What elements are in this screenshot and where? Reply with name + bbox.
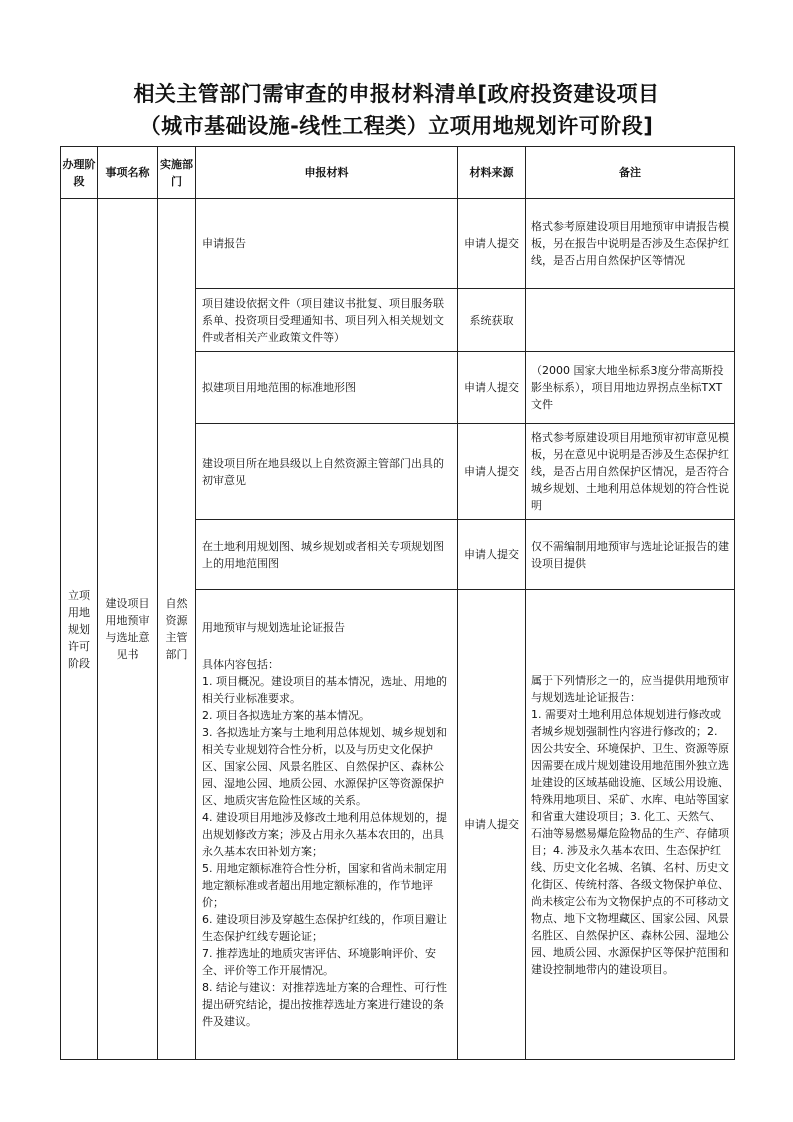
item-name-cell: 建设项目用地预审与选址意见书	[98, 199, 158, 1060]
source-cell: 申请人提交	[458, 424, 526, 520]
header-source: 材料来源	[458, 147, 526, 199]
source-cell: 申请人提交	[458, 590, 526, 1060]
document-title	[60, 78, 733, 142]
report-detail-item: 7. 推荐选址的地质灾害评估、环境影响评价、安全、评价等工作开展情况。	[202, 947, 436, 977]
remark-cases: 1. 需要对土地利用总体规划进行修改或者城乡规划强制性内容进行修改的；2. 因公共安全、环境保护、卫生、资源等原因需要在成片规划建设用地范围外独立选址建设的区域基础设施、区域公用设施、特殊用地项目、采矿、水库、电站等国家和省重大建设项目；3. 化工、天然气、石油等易燃易爆危险物品的生产、存储项目；4. 涉及永久基本农田、生态保护红线、历史文化名城、名镇、名村、历史文化街区、传统村落、各级文物保护单位、尚未核定公布为文物保护点的不可移动文物点、地下文物埋藏区、国家公园、风景名胜区、自然保护区、森林公园、湿地公园、地质公园、水源保护区等保护范围和建设控制地带内的建设项目。	[531, 707, 729, 976]
material-cell: 拟建项目用地范围的标准地形图	[196, 352, 458, 424]
report-detail-item: 2. 项目各拟选址方案的基本情况。	[202, 709, 370, 722]
report-detail-item: 6. 建设项目涉及穿越生态保护红线的，作项目避让生态保护红线专题论证；	[202, 913, 447, 943]
remark-cell: 格式参考原建设项目用地预审初审意见模板，另在意见中说明是否涉及生态保护红线，是否占用自然保护区情况，是否符合城乡规划、土地利用总体规划的符合性说明	[526, 424, 735, 520]
report-detail-item: 5. 用地定额标准符合性分析，国家和省尚未制定用地定额标准或者超出用地定额标准的，作节地评价；	[202, 862, 447, 909]
title-line-2: （城市基础设施-线性工程类）立项用地规划许可阶段]	[139, 114, 654, 138]
header-material: 申报材料	[196, 147, 458, 199]
source-cell: 申请人提交	[458, 520, 526, 590]
materials-table	[60, 146, 735, 1060]
material-cell: 在土地利用规划图、城乡规划或者相关专项规划图上的用地范围图	[196, 520, 458, 590]
material-cell: 申请报告	[196, 199, 458, 289]
report-remark-cell	[526, 590, 735, 1060]
report-detail-item: 3. 各拟选址方案与土地利用总体规划、城乡规划和相关专业规划符合性分析，以及与历史文化保护区、国家公园、风景名胜区、自然保护区、森林公园、湿地公园、地质公园、水源保护区等资源保护区、地质灾害危险性区域的关系。	[202, 726, 447, 807]
header-stage: 办理阶段	[61, 147, 98, 199]
table-row	[61, 199, 735, 289]
report-title: 用地预审与规划选址论证报告	[202, 621, 345, 634]
report-detail-item: 8. 结论与建议：对推荐选址方案的合理性、可行性提出研究结论，提出按推荐选址方案进行建设的条件及建议。	[202, 981, 447, 1028]
source-cell: 系统获取	[458, 289, 526, 352]
header-department: 实施部门	[158, 147, 196, 199]
source-cell: 申请人提交	[458, 199, 526, 289]
remark-cell: （2000 国家大地坐标系3度分带高斯投影坐标系），项目用地边界拐点坐标TXT文件	[526, 352, 735, 424]
material-cell: 建设项目所在地县级以上自然资源主管部门出具的初审意见	[196, 424, 458, 520]
header-remark: 备注	[526, 147, 735, 199]
table-header-row	[61, 147, 735, 199]
remark-cell	[526, 289, 735, 352]
material-cell: 项目建设依据文件（项目建议书批复、项目服务联系单、投资项目受理通知书、项目列入相关规划文件或者相关产业政策文件等）	[196, 289, 458, 352]
remark-cell: 格式参考原建设项目用地预审申请报告模板，另在报告中说明是否涉及生态保护红线，是否占用自然保护区等情况	[526, 199, 735, 289]
remark-cell: 仅不需编制用地预审与选址论证报告的建设项目提供	[526, 520, 735, 590]
title-line-1: 相关主管部门需审查的申报材料清单[政府投资建设项目	[133, 82, 660, 106]
source-cell: 申请人提交	[458, 352, 526, 424]
stage-cell: 立项用地规划许可阶段	[61, 199, 98, 1060]
remark-intro: 属于下列情形之一的，应当提供用地预审与规划选址论证报告：	[531, 673, 729, 704]
report-detail-item: 1. 项目概况。建设项目的基本情况，选址、用地的相关行业标准要求。	[202, 675, 447, 705]
department-cell: 自然资源主管部门	[158, 199, 196, 1060]
report-material-cell	[196, 590, 458, 1060]
report-detail-item: 4. 建设项目用地涉及修改土地利用总体规划的，提出规划修改方案；涉及占用永久基本农田的，出具永久基本农田补划方案；	[202, 811, 447, 858]
header-item-name: 事项名称	[98, 147, 158, 199]
report-detail-heading: 具体内容包括：	[202, 658, 279, 671]
